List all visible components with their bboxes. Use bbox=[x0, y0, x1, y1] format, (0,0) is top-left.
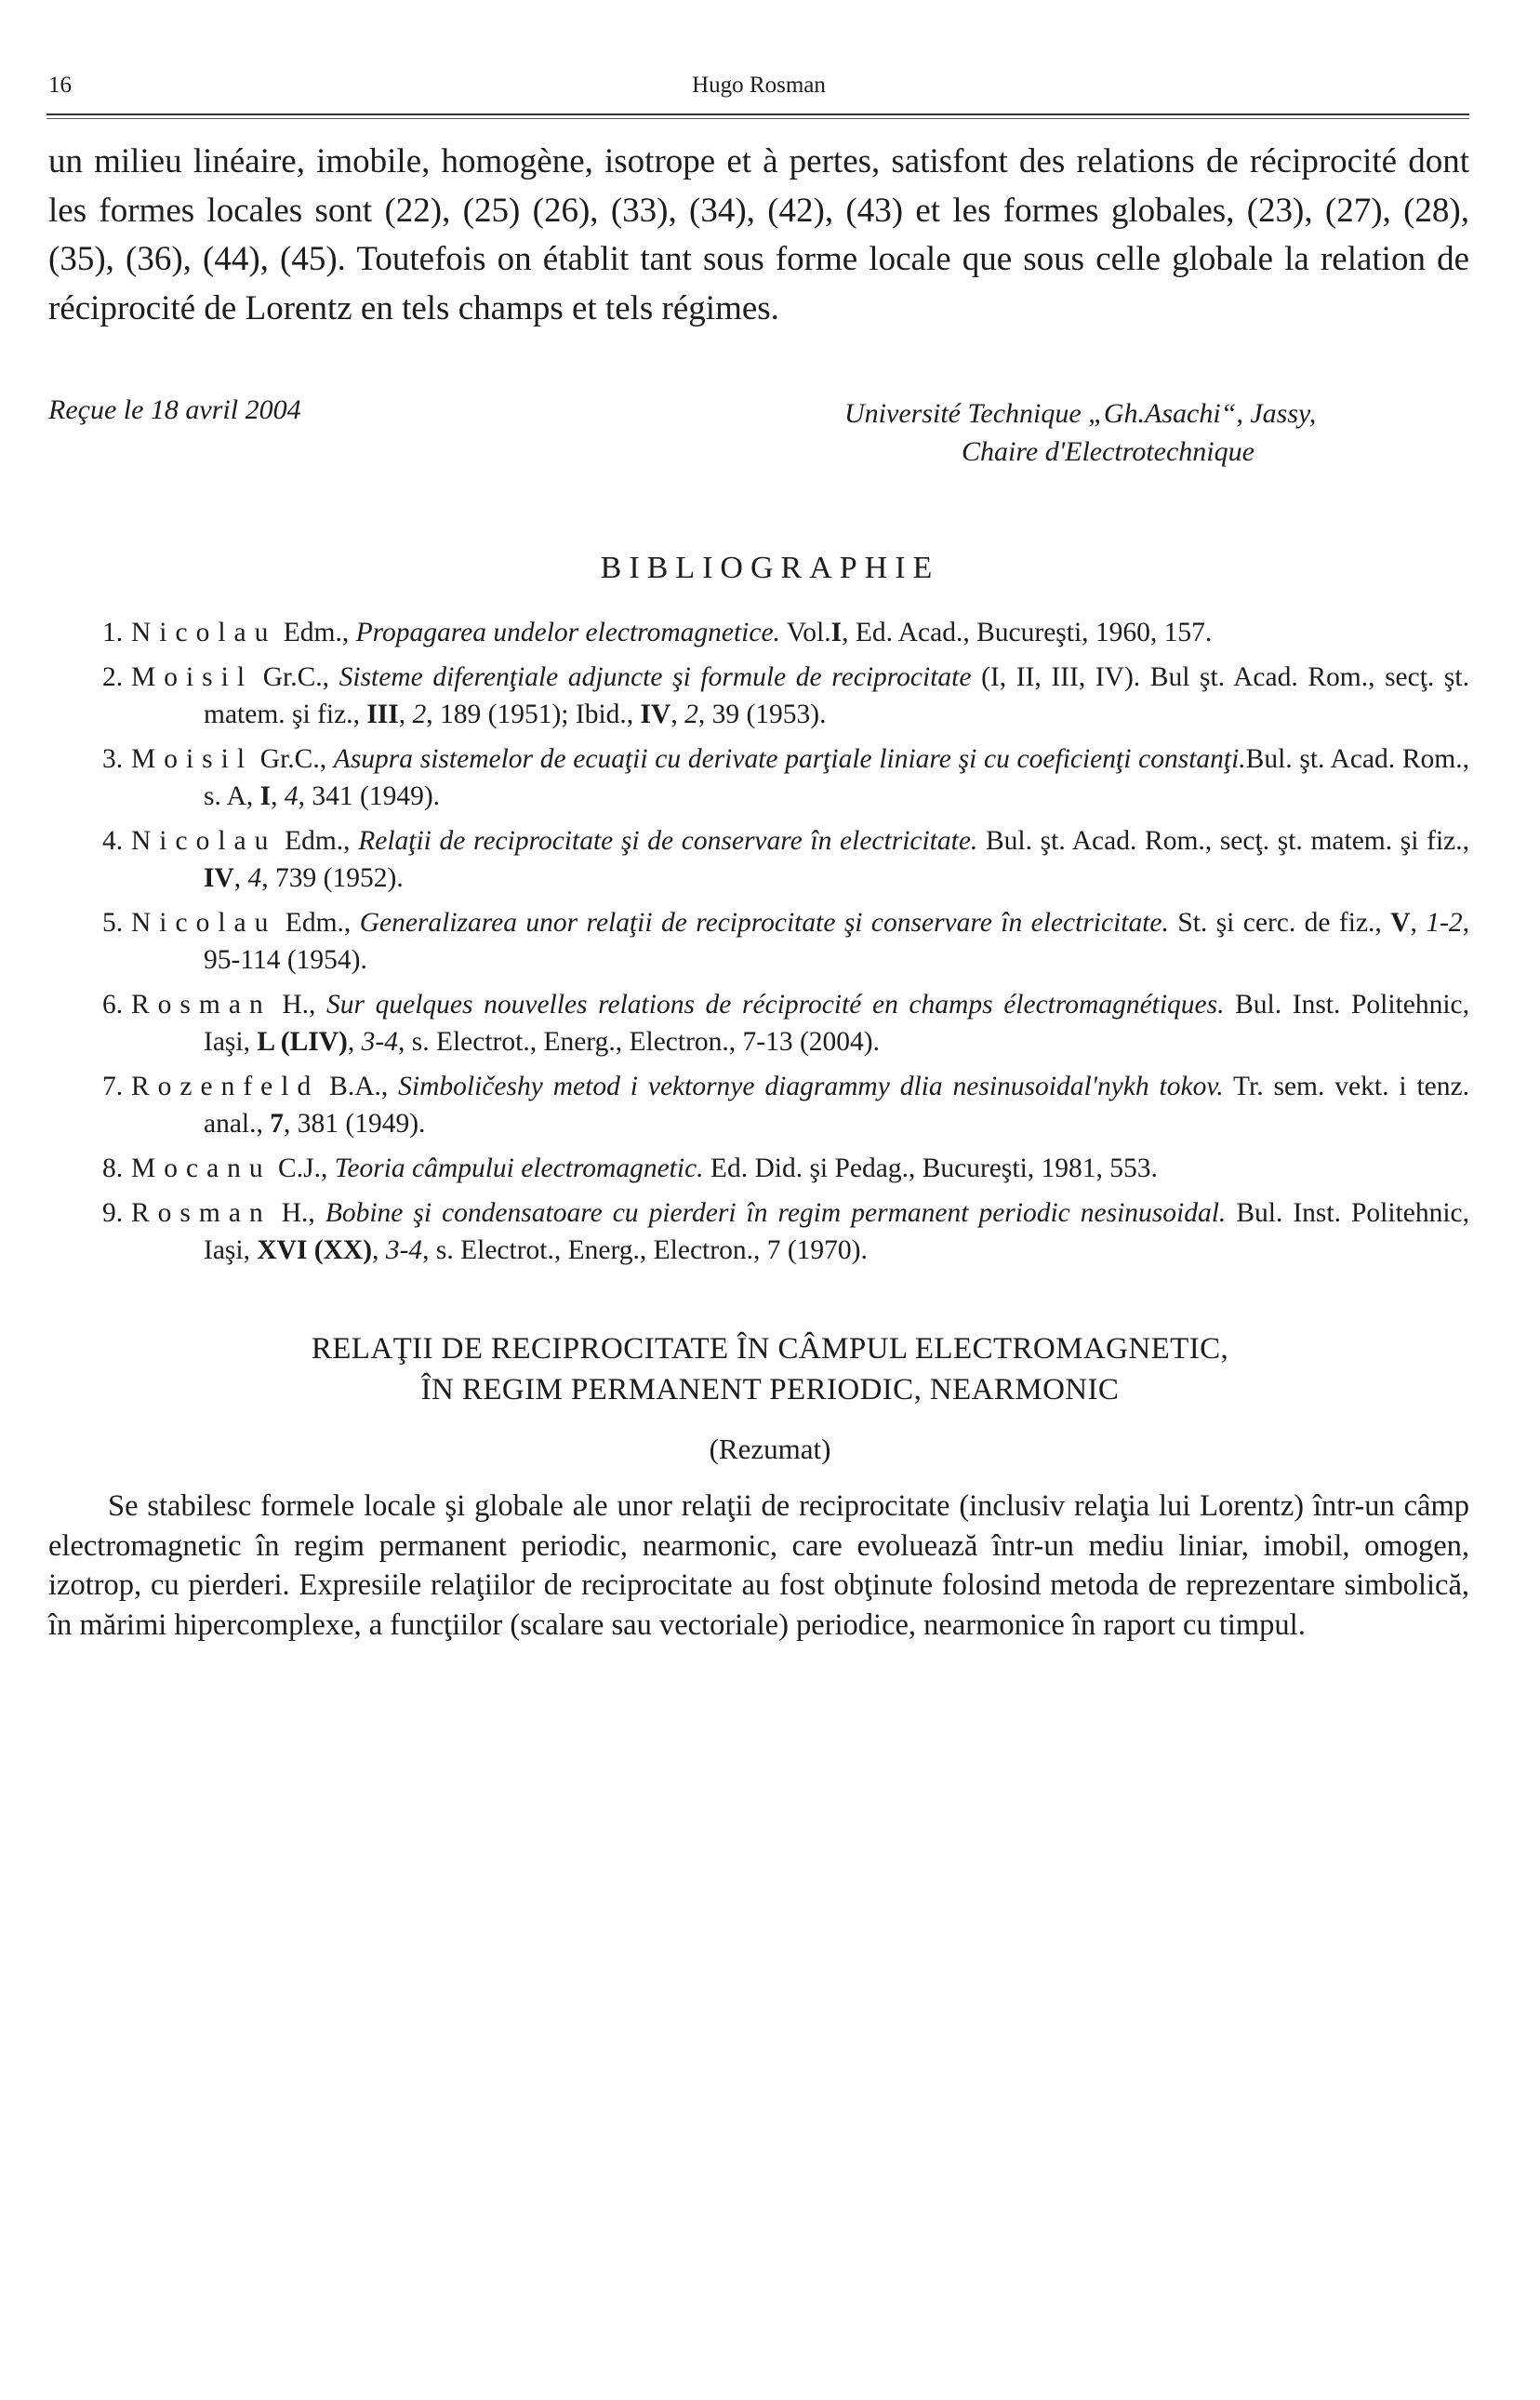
reference-segment: , 739 (1952). bbox=[261, 863, 404, 893]
reference-segment: , bbox=[271, 781, 285, 811]
reference-segment: (I, II, III, IV). Bul şt. Acad. Rom., secţ. şt. matem. şi fiz., bbox=[204, 662, 1469, 729]
reference-number: 3. bbox=[102, 744, 124, 774]
summary-title bbox=[0, 1328, 1540, 1410]
reference-author: Rozenfeld bbox=[131, 1072, 320, 1101]
reference-segment: , Ed. Acad., Bucureşti, 1960, 157. bbox=[842, 618, 1213, 647]
reference-segment: , s. Electrot., Energ., Electron., 7-13 (2004). bbox=[397, 1027, 880, 1057]
reference-segment: , bbox=[670, 700, 685, 729]
reference-segment: XVI (XX) bbox=[257, 1235, 373, 1265]
reference-segment: H., bbox=[271, 990, 327, 1020]
reference-segment: 2 bbox=[412, 700, 427, 729]
reference-number: 1. bbox=[102, 618, 124, 647]
reference-title: Sisteme diferenţiale adjuncte şi formule de reciprocitate bbox=[339, 662, 972, 692]
reference-segment: , bbox=[233, 863, 248, 893]
reference-title: Relaţii de reciprocitate şi de conservare în electricitate. bbox=[358, 826, 978, 856]
reference-segment: , s. Electrot., Energ., Electron., 7 (1970). bbox=[422, 1235, 868, 1265]
reference-segment: , 189 (1951); Ibid., bbox=[426, 700, 641, 729]
reference-segment: , bbox=[347, 1027, 362, 1057]
summary-paragraph: Se stabilesc formele locale şi globale ale unor relaţii de reciprocitate (inclusiv relaţia lui Lorentz) într-un câmp electromagnetic în regim permanent periodic, nearmonic, care evoluează într-un mediu liniar, imobil, omogen, izotrop, cu pierderi. Expresiile relaţiilor de reciprocitate au fost obţinute folosind metoda de reprezentare simbolică, în mărimi hipercomplexe, a funcţiilor (scalare sau vectoriale) periodice, nearmonice în raport cu timpul. bbox=[48, 1489, 1469, 1642]
reference-segment: Vol. bbox=[779, 618, 831, 647]
running-author: Hugo Rosman bbox=[692, 73, 826, 98]
reference-author: Nicolau bbox=[131, 618, 277, 647]
reference-segment: L (LIV) bbox=[257, 1027, 348, 1057]
reference-segment: , 95-114 (1954). bbox=[204, 908, 1470, 975]
summary-title-line-2: ÎN REGIM PERMANENT PERIODIC, NEARMONIC bbox=[420, 1373, 1120, 1407]
reference-segment: Tr. sem. vekt. i tenz. anal., bbox=[204, 1072, 1469, 1139]
reference-segment: IV bbox=[204, 863, 234, 893]
reference-item bbox=[48, 1150, 1469, 1187]
reference-segment: Ed. Did. şi Pedag., Bucureşti, 1981, 553. bbox=[703, 1153, 1158, 1183]
reference-title: Generalizarea unor relaţii de reciprocitate şi conservare în electricitate. bbox=[359, 908, 1169, 938]
header-rule-thin bbox=[46, 118, 1469, 119]
reference-author: Mocanu bbox=[131, 1153, 272, 1183]
reference-segment: I bbox=[830, 618, 843, 647]
reference-number: 2. bbox=[102, 662, 124, 692]
reference-author: Moisil bbox=[131, 662, 254, 692]
reference-author: Rosman bbox=[131, 1198, 272, 1228]
reference-segment: Bul. Inst. Politehnic, Iaşi, bbox=[204, 990, 1469, 1057]
reference-segment: 7 bbox=[270, 1109, 285, 1139]
bibliography-title: BIBLIOGRAPHIE bbox=[600, 551, 940, 585]
running-header bbox=[48, 67, 1469, 99]
summary-subtitle: (Rezumat) bbox=[709, 1433, 831, 1465]
reference-segment: Gr.C., bbox=[253, 744, 334, 774]
reference-number: 4. bbox=[102, 826, 124, 856]
affiliation bbox=[837, 394, 1469, 471]
reference-number: 5. bbox=[102, 908, 124, 938]
reference-item bbox=[48, 1068, 1469, 1142]
reference-title: Simboličeshy metod i vektornye diagrammy dlia nesinusoidal'nykh tokov. bbox=[398, 1072, 1224, 1101]
reference-segment: , bbox=[398, 700, 413, 729]
reference-title: Asupra sistemelor de ecuaţii cu derivate parţiale liniare şi cu coeficienţi constanţi. bbox=[333, 744, 1246, 774]
reference-segment: Edm., bbox=[276, 826, 359, 856]
reference-segment: H., bbox=[271, 1198, 325, 1228]
reference-segment: Gr.C., bbox=[253, 662, 339, 692]
reference-number: 7. bbox=[102, 1072, 124, 1101]
reference-author: Nicolau bbox=[131, 908, 277, 938]
reference-segment: Edm., bbox=[276, 908, 360, 938]
reference-title: Bobine şi condensatoare cu pierderi în regim permanent periodic nesinusoidal. bbox=[325, 1198, 1227, 1228]
summary-title-line-1: RELAŢII DE RECIPROCITATE ÎN CÂMPUL ELECTROMAGNETIC, bbox=[311, 1332, 1229, 1366]
received-date: Reçue le 18 avril 2004 bbox=[48, 394, 301, 425]
reference-segment: 4 bbox=[284, 781, 299, 811]
reference-segment: B.A., bbox=[319, 1072, 399, 1101]
reference-author: Rosman bbox=[131, 990, 272, 1020]
reference-segment: 3-4 bbox=[361, 1027, 398, 1057]
reference-number: 8. bbox=[102, 1153, 124, 1183]
reference-segment: I bbox=[259, 781, 272, 811]
reference-segment: , bbox=[372, 1235, 386, 1265]
header-rule bbox=[46, 113, 1469, 115]
affiliation-chair: Chaire d'Electrotechnique bbox=[962, 436, 1255, 467]
reference-segment: IV bbox=[640, 700, 671, 729]
reference-segment: 1-2 bbox=[1426, 908, 1463, 938]
reference-segment: Bul. Inst. Politehnic, Iaşi, bbox=[204, 1198, 1470, 1265]
reference-item bbox=[48, 659, 1469, 733]
reference-segment: Edm., bbox=[276, 618, 356, 647]
reference-segment: III bbox=[366, 700, 399, 729]
reference-segment: 4 bbox=[247, 863, 262, 893]
reference-segment: 3-4 bbox=[385, 1235, 423, 1265]
reference-segment: , 341 (1949). bbox=[298, 781, 441, 811]
reference-title: Sur quelques nouvelles relations de réciprocité en champs électromagnétiques. bbox=[326, 990, 1225, 1020]
body-paragraph: un milieu linéaire, imobile, homogène, isotrope et à pertes, satisfont des relations de réciprocité dont les formes locales sont (22), (25) (26), (33), (34), (42), (43) et les formes globales, (23), (27), (28), (35), (36), (44), (45). Toutefois on établit tant sous forme locale que sous celle globale la relation de réciprocité de Lorentz en tels champs et tels régimes. bbox=[48, 142, 1469, 327]
affiliation-university: Université Technique „Gh.Asachi“, Jassy, bbox=[844, 398, 1317, 429]
reference-item bbox=[48, 740, 1469, 815]
reference-segment: St. şi cerc. de fiz., bbox=[1168, 908, 1391, 938]
reference-segment: , 381 (1949). bbox=[284, 1109, 426, 1139]
reference-segment: Bul. şt. Acad. Rom., s. A, bbox=[204, 744, 1469, 811]
reference-item bbox=[48, 614, 1469, 651]
reference-segment: 2 bbox=[684, 700, 698, 729]
reference-segment: C.J., bbox=[271, 1153, 335, 1183]
reference-item bbox=[48, 822, 1469, 897]
reference-title: Teoria câmpului electromagnetic. bbox=[334, 1153, 704, 1183]
reference-segment: , 39 (1953). bbox=[697, 700, 827, 729]
reference-item bbox=[48, 1194, 1469, 1269]
reference-segment: V bbox=[1390, 908, 1411, 938]
reference-segment: , bbox=[1410, 908, 1427, 938]
reference-segment: Bul. şt. Acad. Rom., secţ. şt. matem. şi fiz., bbox=[977, 826, 1470, 856]
reference-author: Nicolau bbox=[131, 826, 277, 856]
page-number: 16 bbox=[48, 73, 72, 98]
reference-item bbox=[48, 904, 1469, 979]
reference-item bbox=[48, 986, 1469, 1060]
reference-author: Moisil bbox=[131, 744, 254, 774]
reference-title: Propagarea undelor electromagnetice. bbox=[355, 618, 780, 647]
reference-number: 9. bbox=[102, 1198, 124, 1228]
reference-list bbox=[48, 614, 1469, 1276]
reference-number: 6. bbox=[102, 990, 124, 1020]
